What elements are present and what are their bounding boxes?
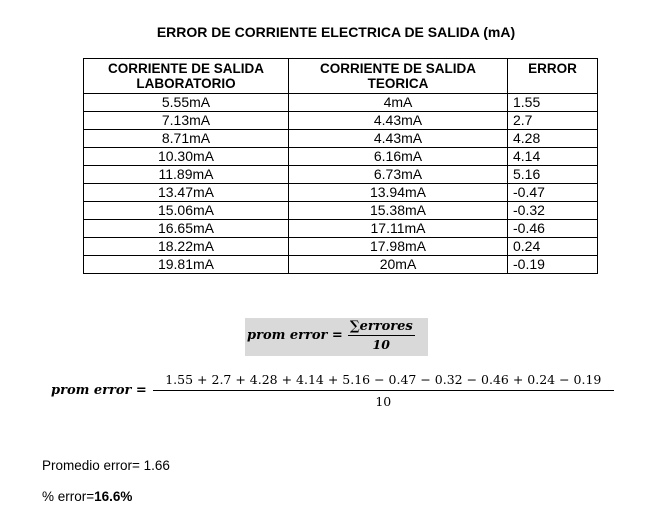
cell-error: 2.7 (508, 112, 598, 130)
table-row (84, 130, 598, 148)
table-row (84, 184, 598, 202)
cell-theoretical-current: 4.43mA (289, 112, 508, 130)
table-row (84, 94, 598, 112)
cell-theoretical-current: 15.38mA (289, 202, 508, 220)
table-row (84, 220, 598, 238)
cell-lab-current: 16.65mA (84, 220, 289, 238)
header-error: ERROR (508, 59, 598, 94)
calculation-fraction (153, 372, 614, 409)
formula-denominator: 10 (372, 337, 390, 352)
cell-lab-current: 15.06mA (84, 202, 289, 220)
calculation-numerator: 1.55 + 2.7 + 4.28 + 4.14 + 5.16 − 0.47 − 0.32 − 0.46 + 0.24 − 0.19 (153, 372, 614, 391)
table-row (84, 166, 598, 184)
formula-numerator: ∑errores (349, 319, 413, 334)
table-row (84, 112, 598, 130)
cell-theoretical-current: 4.43mA (289, 130, 508, 148)
table-header-row (84, 59, 598, 94)
cell-lab-current: 19.81mA (84, 256, 289, 274)
percent-error-result (42, 489, 132, 504)
header-lab-current: CORRIENTE DE SALIDA LABORATORIO (84, 59, 289, 94)
table-row (84, 256, 598, 274)
average-error-result: Promedio error= 1.66 (42, 458, 170, 473)
cell-error: 4.14 (508, 148, 598, 166)
cell-lab-current: 7.13mA (84, 112, 289, 130)
formula-fraction (348, 319, 415, 352)
table-row (84, 202, 598, 220)
cell-error: -0.19 (508, 256, 598, 274)
cell-error: 0.24 (508, 238, 598, 256)
percent-error-value: 16.6% (94, 489, 133, 504)
cell-lab-current: 10.30mA (84, 148, 289, 166)
calculation-denominator: 10 (375, 394, 392, 409)
cell-theoretical-current: 13.94mA (289, 184, 508, 202)
header-theoretical-current: CORRIENTE DE SALIDA TEORICA (289, 59, 508, 94)
cell-error: 4.28 (508, 130, 598, 148)
cell-lab-current: 8.71mA (84, 130, 289, 148)
document-title: ERROR DE CORRIENTE ELECTRICA DE SALIDA (mA) (156, 24, 516, 40)
cell-lab-current: 11.89mA (84, 166, 289, 184)
table-row (84, 238, 598, 256)
percent-error-label: % error= (42, 489, 95, 504)
cell-lab-current: 18.22mA (84, 238, 289, 256)
table-row (84, 148, 598, 166)
cell-error: 5.16 (508, 166, 598, 184)
cell-theoretical-current: 20mA (289, 256, 508, 274)
calculation-lhs: prom error = (51, 383, 147, 398)
cell-theoretical-current: 4mA (289, 94, 508, 112)
formula-lhs: prom error = (247, 328, 343, 343)
cell-theoretical-current: 17.11mA (289, 220, 508, 238)
cell-error: 1.55 (508, 94, 598, 112)
average-error-formula (247, 319, 415, 352)
average-error-calculation (51, 372, 614, 409)
cell-error: -0.47 (508, 184, 598, 202)
error-table (83, 58, 598, 274)
cell-lab-current: 13.47mA (84, 184, 289, 202)
cell-theoretical-current: 6.73mA (289, 166, 508, 184)
cell-lab-current: 5.55mA (84, 94, 289, 112)
cell-error: -0.46 (508, 220, 598, 238)
cell-theoretical-current: 17.98mA (289, 238, 508, 256)
cell-theoretical-current: 6.16mA (289, 148, 508, 166)
cell-error: -0.32 (508, 202, 598, 220)
